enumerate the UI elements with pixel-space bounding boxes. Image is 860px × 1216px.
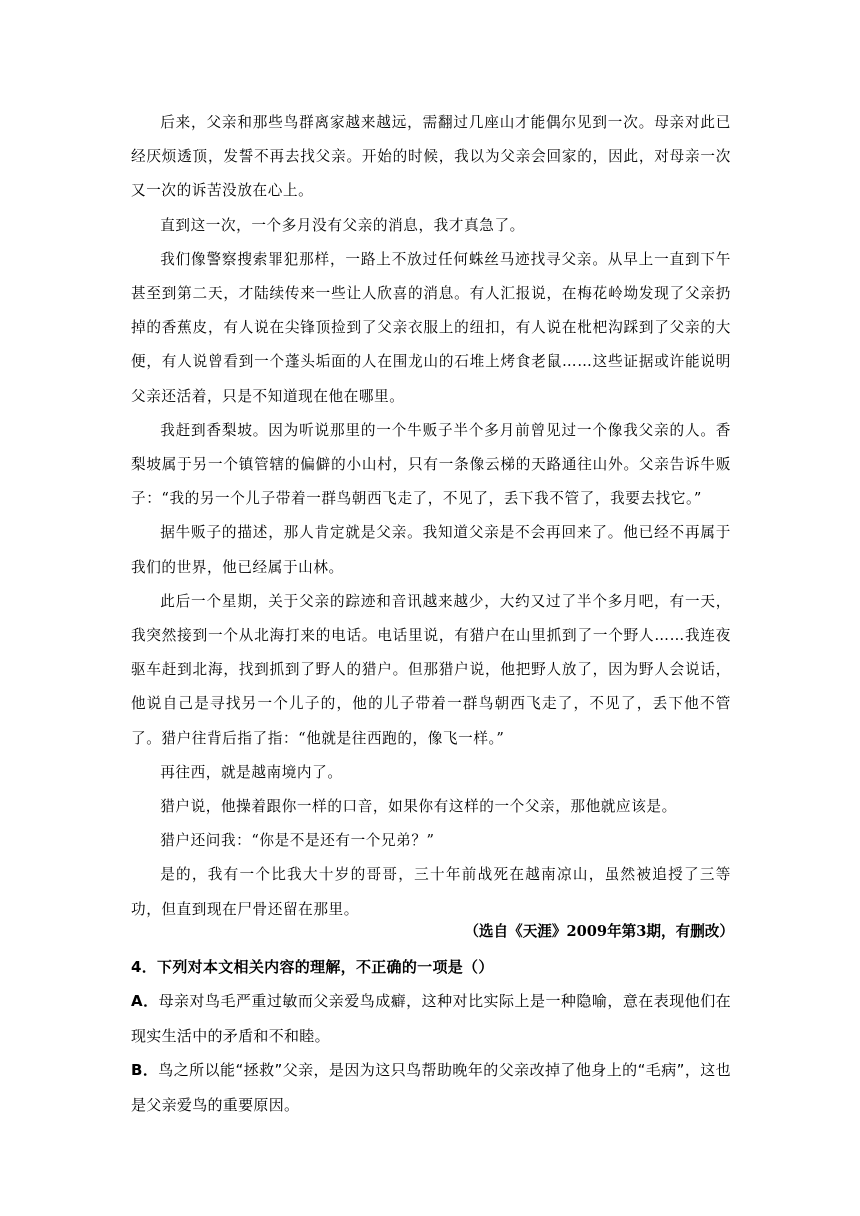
option-text: 鸟之所以能“拯救”父亲，是因为这只鸟帮助晚年的父亲改掉了他身上的“毛病”，这也是父亲爱鸟的重要原因。 [131, 1061, 731, 1114]
story-paragraph: 据牛贩子的描述，那人肯定就是父亲。我知道父亲是不会再回来了。他已经不再属于我们的世界，他已经属于山林。 [131, 524, 731, 576]
story-paragraph: 再往西，就是越南境内了。 [160, 763, 343, 781]
story-paragraph: 猎户还问我：“你是不是还有一个兄弟？” [160, 832, 435, 850]
story-paragraph: 直到这一次，一个多月没有父亲的消息，我才真急了。 [160, 216, 525, 234]
story-paragraph: 后来，父亲和那些鸟群离家越来越远，需翻过几座山才能偶尔见到一次。母亲对此已经厌烦透顶，发誓不再去找父亲。开始的时候，我以为父亲会回家的，因此，对母亲一次又一次的诉苦没放在心上。 [131, 114, 731, 200]
question-option-b [131, 1053, 731, 1122]
option-text: 母亲对鸟毛严重过敏而父亲爱鸟成癖，这种对比实际上是一种隐喻，意在表现他们在现实生活中的矛盾和不和睦。 [131, 992, 731, 1045]
story-paragraph: 是的，我有一个比我大十岁的哥哥，三十年前战死在越南凉山，虽然被追授了三等功，但直到现在尸骨还留在那里。 [131, 866, 731, 918]
story-excerpt [131, 106, 731, 927]
source-citation: （选自《天涯》2009年第3期，有删改） [464, 923, 734, 940]
question-stem: 4．下列对本文相关内容的理解，不正确的一项是（） [131, 958, 494, 976]
question-option-a [131, 984, 731, 1053]
option-label: A． [131, 992, 159, 1011]
story-paragraph: 我赶到香梨坡。因为听说那里的一个牛贩子半个多月前曾见过一个像我父亲的人。香梨坡属于另一个镇管辖的偏僻的小山村，只有一条像云梯的天路通往山外。父亲告诉牛贩子：“我的另一个儿子带着一群鸟朝西飞走了，不见了，丢下我不管了，我要去找它。” [131, 421, 731, 508]
story-paragraph: 我们像警察搜索罪犯那样，一路上不放过任何蛛丝马迹找寻父亲。从早上一直到下午甚至到第二天，才陆续传来一些让人欣喜的消息。有人汇报说，在梅花岭坳发现了父亲扔掉的香蕉皮，有人说在尖锋顶捡到了父亲衣服上的纽扣，有人说在枇杷沟踩到了父亲的大便，有人说曾看到一个蓬头垢面的人在围龙山的石堆上烤食老鼠……这些证据或许能说明父亲还活着，只是不知道现在他在哪里。 [131, 250, 731, 405]
story-paragraph: 此后一个星期，关于父亲的踪迹和音讯越来越少，大约又过了半个多月吧，有一天，我突然接到一个从北海打来的电话。电话里说，有猎户在山里抓到了一个野人……我连夜驱车赶到北海，找到抓到了野人的猎户。但那猎户说，他把野人放了，因为野人会说话，他说自己是寻找另一个儿子的，他的儿子带着一群鸟朝西飞走了，不见了，丢下他不管了。猎户往背后指了指：“他就是往西跑的，像飞一样。” [131, 592, 731, 747]
option-label: B． [131, 1061, 159, 1080]
question-4 [131, 950, 731, 1122]
story-paragraph: 猎户说，他操着跟你一样的口音，如果你有这样的一个父亲，那他就应该是。 [160, 798, 677, 816]
